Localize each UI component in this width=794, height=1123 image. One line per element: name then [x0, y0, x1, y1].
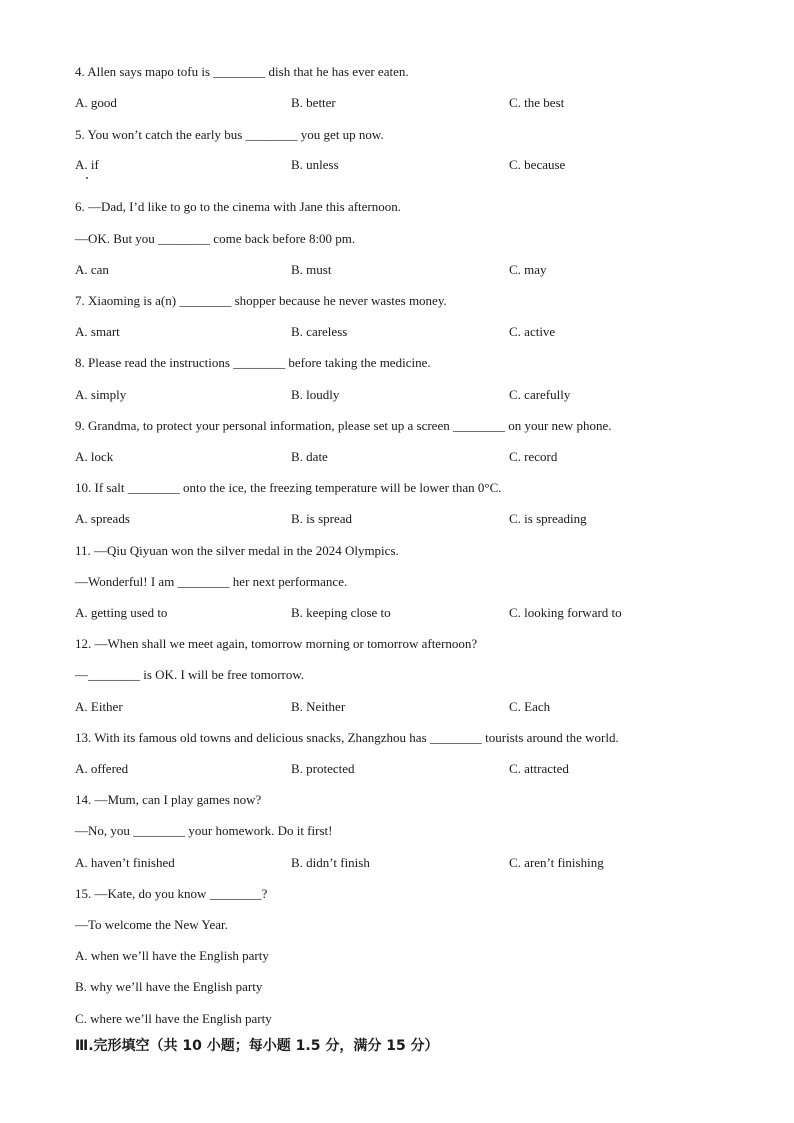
question-4-option-a: A. good [75, 95, 117, 110]
question-4-stem: 4. Allen says mapo tofu is ________ dish that he has ever eaten. [75, 64, 409, 79]
question-13-stem: 13. With its famous old towns and delicious snacks, Zhangzhou has ________ tourists around the world. [75, 730, 619, 745]
question-7-option-c: C. active [509, 324, 556, 339]
question-7-option-b: B. careless [291, 324, 348, 339]
question-4-option-c: C. the best [509, 95, 565, 110]
question-9-option-b: B. date [291, 449, 328, 464]
question-6-stem: 6. —Dad, I’d like to go to the cinema with Jane this afternoon. [75, 199, 402, 214]
question-12-reply: —________ is OK. I will be free tomorrow. [75, 667, 305, 682]
question-15-option-a: A. when we’ll have the English party [75, 948, 269, 963]
question-10-option-c: C. is spreading [509, 511, 587, 526]
question-9-option-c: C. record [509, 449, 558, 464]
question-6-reply: —OK. But you ________ come back before 8:00 pm. [75, 231, 356, 246]
question-14-option-c: C. aren’t finishing [509, 855, 604, 870]
question-15-stem: 15. —Kate, do you know ________? [75, 886, 268, 901]
question-10-option-a: A. spreads [75, 511, 130, 526]
question-8-option-c: C. carefully [509, 387, 571, 402]
question-15-option-b: B. why we’ll have the English party [75, 979, 263, 994]
question-6-option-b: B. must [291, 262, 332, 277]
question-5-option-a: A. if [75, 157, 99, 172]
question-5-option-b: B. unless [291, 157, 339, 172]
question-6-option-c: C. may [509, 262, 547, 277]
question-11-reply: —Wonderful! I am ________ her next performance. [75, 574, 348, 589]
question-15-option-c: C. where we’ll have the English party [75, 1011, 272, 1026]
question-10-option-b: B. is spread [291, 511, 353, 526]
question-13-option-c: C. attracted [509, 761, 569, 776]
question-12-option-c: C. Each [509, 699, 551, 714]
question-10-stem: 10. If salt ________ onto the ice, the freezing temperature will be lower than 0°C. [75, 480, 502, 495]
question-9-option-a: A. lock [75, 449, 114, 464]
question-7-stem: 7. Xiaoming is a(n) ________ shopper because he never wastes money. [75, 293, 447, 308]
question-14-reply: —No, you ________ your homework. Do it first! [75, 823, 333, 838]
question-12-stem: 12. —When shall we meet again, tomorrow morning or tomorrow afternoon? [75, 636, 478, 651]
question-15-reply: —To welcome the New Year. [75, 917, 228, 932]
question-14-stem: 14. —Mum, can I play games now? [75, 792, 262, 807]
question-5-stem: 5. You won’t catch the early bus ________ you get up now. [75, 127, 384, 142]
question-8-option-a: A. simply [75, 387, 127, 402]
question-4-option-b: B. better [291, 95, 336, 110]
question-11-option-a: A. getting used to [75, 605, 168, 620]
question-11-option-c: C. looking forward to [509, 605, 622, 620]
question-11-stem: 11. —Qiu Qiyuan won the silver medal in the 2024 Olympics. [75, 543, 399, 558]
question-7-option-a: A. smart [75, 324, 120, 339]
question-5-option-c: C. because [509, 157, 566, 172]
question-11-option-b: B. keeping close to [291, 605, 391, 620]
section-heading: Ⅲ.完形填空（共 10 小题；每小题 1.5 分，满分 15 分） [75, 1038, 439, 1054]
question-13-option-b: B. protected [291, 761, 355, 776]
question-12-option-b: B. Neither [291, 699, 346, 714]
question-12-option-a: A. Either [75, 699, 123, 714]
stray-dot-mark [86, 177, 88, 179]
question-8-option-b: B. loudly [291, 387, 340, 402]
question-13-option-a: A. offered [75, 761, 129, 776]
question-8-stem: 8. Please read the instructions ________ before taking the medicine. [75, 355, 431, 370]
question-9-stem: 9. Grandma, to protect your personal information, please set up a screen ________ on your new phone. [75, 418, 612, 433]
question-6-option-a: A. can [75, 262, 109, 277]
question-14-option-a: A. haven’t finished [75, 855, 175, 870]
question-14-option-b: B. didn’t finish [291, 855, 370, 870]
